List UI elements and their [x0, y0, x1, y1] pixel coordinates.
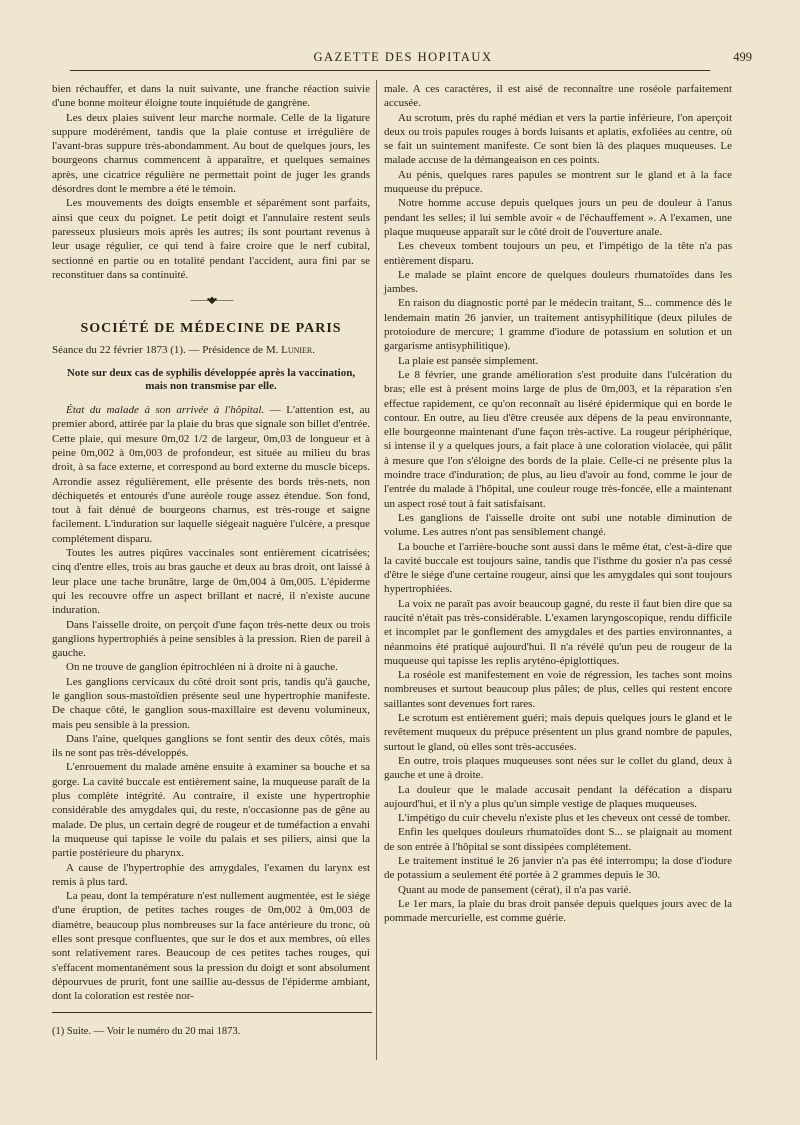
seance-text: Séance du 22 février 1873 (1). — Présidence de M. [52, 343, 282, 356]
paragraph: Les ganglions de l'aisselle droite ont subi une notable diminution de volume. Les autres n'ont pas sensiblement changé. [384, 511, 732, 539]
paragraph: En outre, trois plaques muqueuses sont nées sur le collet du gland, deux à gauche et une à droite. [384, 754, 732, 782]
paragraph: La douleur que le malade accusait pendant la défécation a disparu aujourd'hui, et il n'y a plus qu'un simple vestige de plaques muqueuses. [384, 783, 732, 810]
paragraph: Les ganglions cervicaux du côté droit sont pris, tandis qu'à gauche, le ganglion sous-mastoïdien présente seul une hypertrophie manifeste. De chaque côté, le ganglion sous-maxillaire est devenu volumineux, mais peu sensible à la pression. [52, 675, 370, 731]
paragraph: Toutes les autres piqûres vaccinales sont entièrement cicatrisées; cinq d'entre elles, trois au bras gauche et deux au bras droit, ont laissé à leur place une tache brunâtre, large de 0m,004 à 0m,005. L'épiderme qui les recouvre offre un aspect brillant et nacré, il n'existe aucune induration. [52, 547, 370, 617]
paragraph: En raison du diagnostic porté par le médecin traitant, S... commence dès le lendemain matin 26 janvier, un traitement antisyphilitique (deux pilules de protoiodure de mercure; 1 gramme d'iodure de potassium en solution et un gargarisme antisyphilitique). [384, 297, 732, 353]
section-ornament: ——•◆•—— [190, 295, 232, 307]
paragraph: Au scrotum, près du raphé médian et vers la partie inférieure, l'on aperçoit deux ou trois papules rouges à bords luisants et aplatis, exfoliées au centre, où se fait un suintement manifeste. Ce sont bien là des plaques muqueuses. Le malade accuse de la démangeaison en ces points. [384, 111, 732, 167]
paragraph: La voix ne paraît pas avoir beaucoup gagné, du reste il faut bien dire que sa raucité n'était pas très-considérable. L'examen laryngoscopique, rendu difficile et incomplet par le gonflement des amygdales et des parties environnantes, a néanmoins été pratiqué aujourd'hui. Il n'a révélé qu'un peu de rougeur de la muqueuse qui tapisse les replis aryténo-épiglottiques. [384, 597, 732, 667]
president-name: Lunier. [281, 343, 316, 356]
paragraph: La peau, dont la température n'est nullement augmentée, est le siége d'une éruption, de petites taches rouges de 0m,002 à 0m,003 de diamètre, beaucoup plus nombreuses sur la face antérieure du tronc, où elles sont presque confluentes, que sur le dos et aux membres, où elles sont relativement rares. Beaucoup de ces petites taches rouges, qui s'effacent momentanément sous la pression du doigt et sont absolument dépourvues de prurit, font une saillie au-dessus de l'épiderme ambiant, dont la coloration est restée nor- [52, 890, 370, 1003]
journal-title: GAZETTE DES HOPITAUX [313, 50, 493, 64]
column-divider [376, 80, 377, 1060]
paragraph: Au pénis, quelques rares papules se montrent sur le gland et à la face muqueuse du prépuce. [384, 168, 732, 196]
paragraph: Les deux plaies suivent leur marche normale. Celle de la ligature suppure modérément, tandis que la plaie contuse et irrégulière de l'avant-bras suppure très-abondamment. Au bout de quelques jours, les bourgeons charnus commencent à apparaître, et quelques semaines après, une cicatrice régulière ne permettait point de juger les grands désordres dont le membre a été le témoin. [52, 111, 370, 196]
paragraph: Le traitement institué le 26 janvier n'a pas été interrompu; la dose d'iodure de potassium a seulement été portée à 2 grammes depuis le 30. [384, 855, 732, 882]
paragraph: L'impétigo du cuir chevelu n'existe plus et les cheveux ont cessé de tomber. [398, 812, 731, 825]
paragraph: Notre homme accuse depuis quelques jours un peu de douleur à l'anus pendant les selles; il lui semble avoir « de l'échauffement ». A l'examen, une plaque muqueuse apparaît sur le côté droit de l'ouverture anale. [384, 197, 732, 238]
paragraph-lead: État du malade à son arrivée à l'hôpital. [66, 404, 265, 417]
article-title: Note sur deux cas de syphilis développée après la vaccination, mais non transmise par elle. [66, 367, 356, 393]
footnote: (1) Suite. — Voir le numéro du 20 mai 1873. [52, 1025, 241, 1037]
paragraph: Les cheveux tombent toujours un peu, et l'impétigo de la tête n'a pas entièrement disparu. [384, 240, 732, 267]
page-number: 499 [733, 50, 752, 64]
paragraph: A cause de l'hypertrophie des amygdales, l'examen du larynx est remis à plus tard. [52, 861, 370, 888]
paragraph: bien réchauffer, et dans la nuit suivante, une franche réaction suivie d'une bonne moiteur éloigne toute inquiétude de gangrène. [52, 83, 370, 110]
seance-line [52, 343, 370, 357]
right-column [384, 82, 732, 926]
paragraph: La bouche et l'arrière-bouche sont aussi dans le même état, c'est-à-dire que la cavité buccale est toujours saine, tandis que l'isthme du gosier n'a pas cessé d'être le siége d'une certaine rougeur, ainsi que les amygdales qui sont toujours hypertrophiées. [384, 540, 732, 596]
paragraph: Dans l'aisselle droite, on perçoit d'une façon très-nette deux ou trois ganglions hypertrophiés à peine sensibles à la pression. Rien de pareil à gauche. [52, 618, 370, 660]
paragraph: male. A ces caractères, il est aisé de reconnaître une roséole parfaitement accusée. [384, 83, 732, 110]
left-column [52, 82, 370, 1039]
paragraph: Dans l'aine, quelques ganglions se font sentir des deux côtés, mais ils ne sont pas très-développés. [52, 732, 370, 760]
paragraph: Le 1er mars, la plaie du bras droit pansée depuis quelques jours avec de la pommade mercurielle, est comme guérie. [384, 897, 732, 925]
paragraph: Quant au mode de pansement (cérat), il n'a pas varié. [398, 883, 632, 896]
section-title: SOCIÉTÉ DE MÉDECINE DE PARIS [80, 321, 342, 337]
paragraph: La plaie est pansée simplement. [398, 354, 539, 367]
page-header [28, 50, 778, 66]
paragraph: Le 8 février, une grande amélioration s'est produite dans l'ulcération du bras; elle est à présent moins large de plus de 0m,003, et la réparation s'en effectue rapidement, ce qu'on reconnaît au liséré épidermique qui en borde le contour. En outre, au lieu d'être creusée aux dépens de la peau environnante, elle bourgeonne maintenant d'une façon très-active. La rougeur périphérique, si intense il y a quelques jours, a fait place à une coloration violacée, qui pâlit à mesure que l'on s'éloigne des bords de la plaie. Celle-ci ne présente plus la moindre trace d'induration; de plus, au lieu d'avoir au fond, comme le jour de l'entrée du malade à l'hôpital, une couleur rouge très-foncée, elle a maintenant un aspect rosé tout à fait satisfaisant. [384, 368, 732, 510]
header-rule [70, 70, 710, 71]
paragraph-body: — L'attention est, au premier abord, attirée par la plaie du bras que signale son billet d'entrée. Cette plaie, qui mesure 0m,02 1/2 de largeur, 0m,03 de longueur et à peine 0m,002 à 0m,003 de profondeur, est située au milieu du bras droit, à sa face externe, et correspond au bord externe du muscle biceps. Arrondie assez régulièrement, elle présente des bords très-nets, non déchiquetés et entourés d'une auréole rouge assez étendue. Son fond, tout à fait dénué de bourgeons charnus, est très-rouge et saigne facilement. L'induration sur laquelle siégeait naguère l'ulcère, a presque complétement disparu. [52, 404, 370, 545]
paragraph: Les mouvements des doigts ensemble et séparément sont parfaits, ainsi que ceux du poignet. Le petit doigt et l'annulaire restent seuls paresseux plusieurs mois après les autres; ils sont pourtant revenus à leur usage régulier, ce qui tend à faire croire que le nerf cubital, sectionné en partie ou en totalité pendant l'accident, aura fini par se reconstituer dans sa continuité. [52, 197, 370, 281]
paragraph: On ne trouve de ganglion épitrochléen ni à droite ni à gauche. [66, 661, 338, 674]
paragraph: La roséole est manifestement en voie de régression, les taches sont moins nombreuses et surtout beaucoup plus pâles; de plus, celles qui restent encore saillantes sont devenues fort rares. [384, 669, 732, 710]
paragraph: L'enrouement du malade amène ensuite à examiner sa bouche et sa gorge. La cavité buccale est entièrement saine, la muqueuse paraît de la plus complète intégrité. Au contraire, il existe une hypertrophie considérable des amygdales qui, du reste, n'occasionne pas de gêne au malade. De plus, un certain degré de rougeur et de tuméfaction a envahi la muqueuse qui tapisse le voile du palais et ses piliers, ainsi que la partie postérieure du pharynx. [52, 761, 370, 860]
footnote-rule [52, 1012, 372, 1013]
paragraph: Le malade se plaint encore de quelques douleurs rhumatoïdes dans les jambes. [384, 268, 732, 296]
paragraph [52, 403, 370, 546]
paragraph: Le scrotum est entièrement guéri; mais depuis quelques jours le gland et le revêtement muqueux du prépuce présentent un plus grand nombre de papules, surtout le gland, où elles sont très-accusées. [384, 712, 732, 753]
paragraph: Enfin les quelques douleurs rhumatoïdes dont S... se plaignait au moment de son entrée à l'hôpital se sont dissipées complétement. [384, 826, 732, 853]
